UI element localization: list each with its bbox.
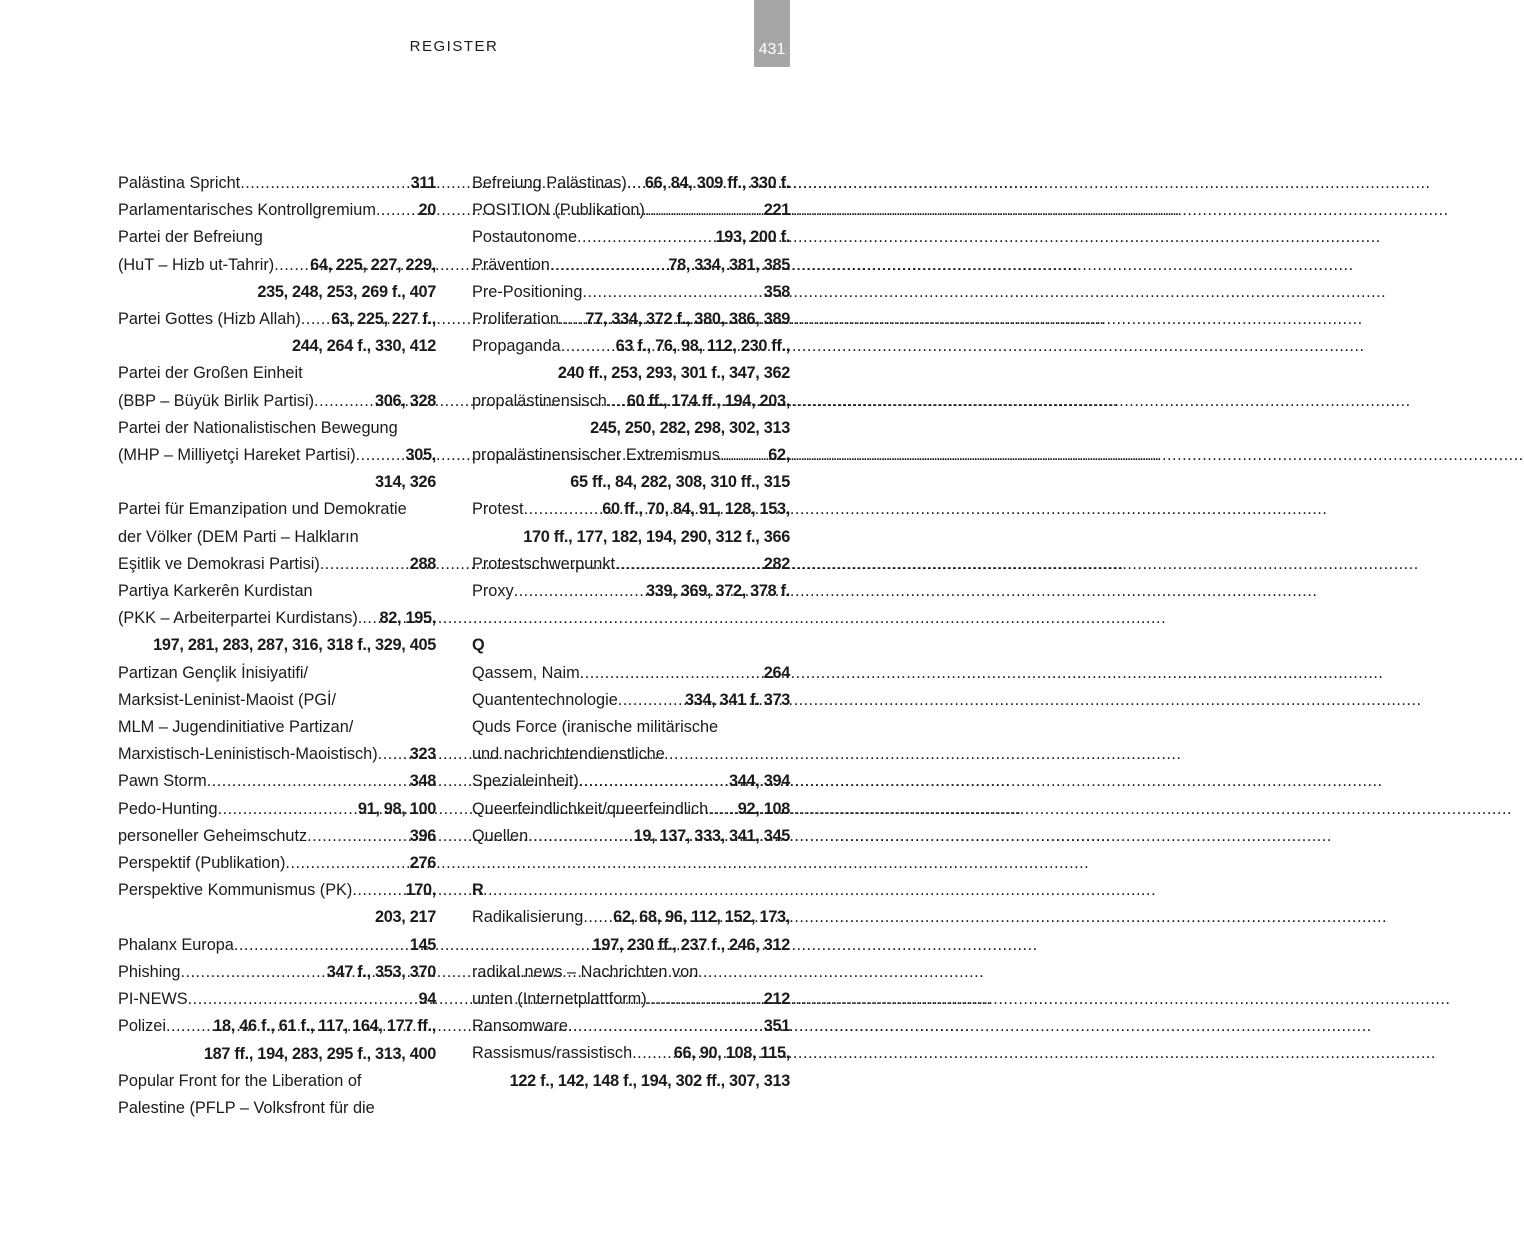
- index-entry: [118, 578, 436, 660]
- dot-leader: [274, 252, 310, 279]
- entry-main-line: [472, 197, 790, 224]
- entry-main-line: [472, 823, 790, 850]
- entry-main-line: [118, 768, 436, 795]
- page-references: 282: [763, 554, 790, 573]
- page-references: 344, 394: [729, 772, 790, 791]
- entry-term: Rassismus/rassistisch: [472, 1044, 633, 1063]
- entry-term: Quantentechnologie: [472, 690, 618, 709]
- entry-main-line: [118, 823, 436, 850]
- index-entry: [118, 768, 436, 795]
- entry-main-line: [118, 986, 436, 1013]
- entry-main-line: [118, 1013, 436, 1040]
- entry-main-line: [118, 932, 436, 959]
- page-references: 347 f., 353, 370: [326, 962, 436, 981]
- dot-leader: [376, 197, 419, 224]
- page-references: 170,: [405, 881, 436, 900]
- page-references: 62,: [768, 446, 790, 465]
- index-column-right: [472, 170, 790, 1095]
- entry-term: Palästina Spricht: [118, 174, 241, 192]
- index-entry: [118, 1013, 436, 1067]
- section-letter: R: [472, 881, 484, 900]
- page-references: 358: [763, 282, 790, 301]
- dot-leader: [580, 660, 764, 687]
- dot-leader: [180, 959, 326, 986]
- dot-leader: [579, 768, 729, 795]
- index-entry: [118, 823, 436, 850]
- entry-term: propalästinensisch: [472, 391, 607, 410]
- page-references-continued: 245, 250, 282, 298, 302, 313: [590, 418, 790, 437]
- entry-main-line: [472, 578, 790, 605]
- dot-leader: [240, 170, 410, 197]
- page-references: 77, 334, 372 f., 380, 386, 389: [585, 310, 790, 329]
- page-references: 63, 225, 227 f.,: [331, 310, 436, 329]
- entry-term: Quellen: [472, 826, 529, 845]
- index-entry: [472, 170, 790, 197]
- page-references-continued: 240 ff., 253, 293, 301 f., 347, 362: [557, 364, 790, 383]
- page-references: 19, 137, 333, 341, 345: [633, 826, 790, 845]
- page-references-continued: 197, 281, 283, 287, 316, 318 f., 329, 405: [153, 636, 436, 655]
- page-references: 348: [409, 772, 436, 791]
- entry-term: Phalanx Europa: [118, 935, 234, 954]
- dot-leader: [188, 986, 419, 1013]
- index-entry: [472, 197, 790, 224]
- dot-leader: [352, 877, 405, 904]
- dot-leader: [615, 551, 764, 578]
- index-entry: [472, 904, 790, 958]
- page-references-continued: 65 ff., 84, 282, 308, 310 ff., 315: [570, 473, 790, 492]
- page-references: 62, 68, 96, 112, 152, 173,: [613, 908, 790, 927]
- dot-leader: [645, 197, 764, 224]
- section-letter: Q: [472, 636, 485, 655]
- index-entry: [472, 306, 790, 333]
- entry-term: Prävention: [472, 255, 550, 274]
- entry-main-line: [118, 442, 436, 469]
- dot-leader: [618, 687, 685, 714]
- entry-term: Pedo-Hunting: [118, 799, 218, 818]
- page-references: 264: [763, 663, 790, 682]
- entry-term-line: Partei der Großen Einheit: [118, 364, 303, 383]
- dot-leader: [356, 442, 406, 469]
- entry-term: Queerfeindlichkeit/queerfeindlich: [472, 799, 709, 818]
- page-references-continued: 203, 217: [375, 908, 436, 927]
- index-entry: [118, 796, 436, 823]
- page-references: 334, 341 f. 373: [684, 690, 790, 709]
- index-entry: [472, 1040, 790, 1094]
- entry-main-line: [472, 551, 790, 578]
- index-entry: [472, 959, 790, 1013]
- entry-term-line: Partei der Nationalistischen Bewegung: [118, 418, 398, 437]
- index-entry: [118, 1068, 436, 1122]
- index-entry: [472, 660, 790, 687]
- index-entry: [472, 551, 790, 578]
- entry-main-line: [472, 1013, 790, 1040]
- entry-term: Polizei: [118, 1017, 166, 1036]
- index-entry: [118, 877, 436, 931]
- index-entry: [472, 496, 790, 550]
- entry-main-line: [472, 1040, 790, 1067]
- index-entry: [472, 714, 790, 796]
- entry-term: unten (Internetplattform): [472, 990, 647, 1009]
- dot-leader: [583, 904, 613, 931]
- index-entry: [118, 660, 436, 769]
- index-entry: [472, 224, 790, 251]
- index-entry: [118, 496, 436, 578]
- index-entry: [472, 687, 790, 714]
- entry-term: personeller Geheimschutz: [118, 826, 308, 845]
- dot-leader: [607, 388, 627, 415]
- entry-term: Propaganda: [472, 337, 561, 356]
- entry-term-line: Marksist-Leninist-Maoist (PGİ/: [118, 690, 337, 709]
- dot-leader: [166, 1013, 213, 1040]
- dot-leader: [582, 279, 763, 306]
- index-entry: [118, 360, 436, 414]
- dot-leader: [307, 823, 410, 850]
- entry-term: Qassem, Naim: [472, 663, 580, 682]
- page-references: 193, 200 f.: [715, 228, 790, 247]
- index-entry: [472, 823, 790, 850]
- dot-leader: [647, 986, 764, 1013]
- page-references: 145: [409, 935, 436, 954]
- entry-term: Proxy: [472, 582, 514, 601]
- entry-main-line: [118, 388, 436, 415]
- entry-main-line: [118, 850, 436, 877]
- page-references-continued: 170 ff., 177, 182, 194, 290, 312 f., 366: [523, 527, 790, 546]
- dot-leader: [577, 224, 715, 251]
- entry-term: (MHP – Milliyetçi Hareket Partisi): [118, 446, 356, 465]
- dot-leader: [550, 252, 669, 279]
- entry-main-line: [472, 388, 790, 415]
- page-number-tab: [754, 0, 790, 67]
- entry-term: Perspektif (Publikation): [118, 854, 286, 873]
- index-entry: [472, 388, 790, 442]
- page-references: 311: [410, 174, 436, 192]
- page-references-continued: 244, 264 f., 330, 412: [292, 337, 436, 356]
- index-entry: [472, 333, 790, 387]
- entry-main-line: [118, 306, 436, 333]
- entry-term: (PKK – Arbeiterpartei Kurdistans).: [118, 609, 363, 628]
- index-entry: [472, 252, 790, 279]
- entry-main-line: [118, 959, 436, 986]
- dot-leader: [632, 1040, 674, 1067]
- page-references-continued: 122 f., 142, 148 f., 194, 302 ff., 307, 313: [509, 1071, 790, 1090]
- page-references: 60 ff., 174 ff., 194, 203,: [626, 391, 790, 410]
- dot-leader: [362, 605, 379, 632]
- page-references: 63 f., 76, 98, 112, 230 ff.,: [615, 337, 790, 356]
- page-references: 20: [418, 201, 436, 220]
- page-references: 66, 90, 108, 115,: [673, 1044, 790, 1063]
- page-references: 64, 225, 227, 229,: [310, 255, 436, 274]
- index-column-left: [118, 170, 436, 1122]
- entry-main-line: [118, 170, 436, 197]
- index-entry: [118, 986, 436, 1013]
- dot-leader: [720, 442, 768, 469]
- page-references: 305,: [405, 446, 436, 465]
- dot-leader: [378, 741, 410, 768]
- entry-main-line: [472, 442, 790, 469]
- entry-main-line: [472, 660, 790, 687]
- entry-main-line: [472, 333, 790, 360]
- entry-term: Ransomware: [472, 1017, 568, 1036]
- dot-leader: [320, 551, 410, 578]
- page-references-continued: 187 ff., 194, 283, 295 f., 313, 400: [203, 1044, 436, 1063]
- page-references-continued: 314, 326: [375, 473, 436, 492]
- entry-term: Protest: [472, 500, 524, 519]
- entry-main-line: [472, 306, 790, 333]
- entry-term: Protestschwerpunkt: [472, 554, 615, 573]
- page-references: 91, 98, 100: [357, 799, 436, 818]
- page-references: 323: [409, 745, 436, 764]
- dot-leader: [514, 578, 646, 605]
- entry-main-line: [472, 170, 790, 197]
- page-references: 306, 328: [375, 391, 436, 410]
- index-entry: [472, 442, 790, 496]
- page-references-continued: 235, 248, 253, 269 f., 407: [257, 282, 436, 301]
- dot-leader: [207, 768, 410, 795]
- page-references: 60 ff., 70, 84, 91, 128, 153,: [602, 500, 790, 519]
- entry-main-line: [472, 496, 790, 523]
- entry-term: PI-NEWS: [118, 990, 188, 1009]
- entry-term: Befreiung Palästinas): [472, 174, 627, 192]
- page-references: 351: [763, 1017, 790, 1036]
- page-references: 94: [418, 990, 436, 1009]
- entry-main-line: [472, 279, 790, 306]
- entry-term-line: MLM – Jugendinitiative Partizan/: [118, 718, 354, 737]
- entry-main-line: [118, 741, 436, 768]
- dot-leader: [561, 333, 616, 360]
- entry-main-line: [118, 796, 436, 823]
- entry-term: Perspektive Kommunismus (PK): [118, 881, 353, 900]
- entry-term: propalästinensischer Extremismus: [472, 446, 720, 465]
- index-entry: [118, 224, 436, 306]
- entry-main-line: [472, 224, 790, 251]
- entry-term: Radikalisierung: [472, 908, 584, 927]
- dot-leader: [524, 496, 603, 523]
- entry-term-line: Quds Force (iranische militärische: [472, 718, 719, 737]
- entry-term-line: Partei der Befreiung: [118, 228, 263, 247]
- dot-leader: [708, 796, 738, 823]
- entry-main-line: [472, 768, 790, 795]
- index-entry: [118, 306, 436, 360]
- dot-leader: [218, 796, 358, 823]
- page-references: 339, 369, 372, 378 f.: [646, 582, 790, 601]
- entry-term: Pre-Positioning: [472, 282, 583, 301]
- page-references: 276: [409, 854, 436, 873]
- page-references: 288: [409, 554, 436, 573]
- dot-leader: [528, 823, 634, 850]
- dot-leader: [234, 932, 410, 959]
- page-references: 66, 84, 309 ff., 330 f.: [644, 174, 790, 192]
- entry-term: (BBP – Büyük Birlik Partisi): [118, 391, 315, 410]
- entry-term: Eşitlik ve Demokrasi Partisi): [118, 554, 320, 573]
- entry-main-line: [472, 904, 790, 931]
- entry-term-line: und nachrichtendienstliche: [472, 745, 665, 764]
- dot-leader: [627, 170, 645, 197]
- page-header-title: REGISTER: [409, 38, 499, 55]
- entry-main-line: [118, 551, 436, 578]
- dot-leader: [314, 388, 375, 415]
- index-entry: [118, 197, 436, 224]
- entry-term-line: Partei für Emanzipation und Demokratie: [118, 500, 407, 519]
- index-entry: [472, 1013, 790, 1040]
- entry-term: Partei Gottes (Hizb Allah): [118, 310, 301, 329]
- index-entry: [118, 932, 436, 959]
- page-number: 431: [758, 41, 786, 58]
- dot-leader: [285, 850, 409, 877]
- entry-main-line: [472, 687, 790, 714]
- index-entry: [118, 415, 436, 497]
- page-references-continued: 197, 230 ff., 237 f., 246, 312: [592, 935, 790, 954]
- entry-term: Spezialeinheit): [472, 772, 579, 791]
- entry-term: Postautonome: [472, 228, 577, 247]
- entry-main-line: [118, 605, 436, 632]
- index-entry: [118, 850, 436, 877]
- entry-term: Proliferation: [472, 310, 559, 329]
- index-entry: [118, 959, 436, 986]
- entry-term: Marxistisch-Leninistisch-Maoistisch): [118, 745, 378, 764]
- entry-term: (HuT – Hizb ut-Tahrir): [118, 255, 275, 274]
- page-references: 78, 334, 381, 385: [668, 255, 790, 274]
- entry-main-line: [472, 252, 790, 279]
- entry-term-line: Partiya Karkerên Kurdistan: [118, 582, 313, 601]
- entry-term: Pawn Storm: [118, 772, 207, 791]
- entry-term-line: Popular Front for the Liberation of: [118, 1071, 362, 1090]
- page-references: 82, 195,: [379, 609, 436, 628]
- dot-leader: [559, 306, 585, 333]
- index-entry: [472, 279, 790, 306]
- entry-term-line: Partizan Gençlik İnisiyatifi/: [118, 663, 309, 682]
- entry-main-line: [472, 986, 790, 1013]
- entry-main-line: [118, 197, 436, 224]
- dot-leader: [301, 306, 331, 333]
- entry-term: Parlamentarisches Kontrollgremium: [118, 201, 376, 220]
- page-references: 396: [409, 826, 436, 845]
- page-references: 221: [763, 201, 790, 220]
- index-entry: [472, 578, 790, 605]
- entry-term-line: radikal.news – Nachrichten von: [472, 962, 699, 981]
- entry-term: POSITION (Publikation): [472, 201, 645, 220]
- entry-main-line: [118, 877, 436, 904]
- page-references: 92, 108: [737, 799, 790, 818]
- entry-term-line: Palestine (PFLP – Volksfront für die: [118, 1098, 375, 1117]
- entry-main-line: [118, 252, 436, 279]
- entry-term-line: der Völker (DEM Parti – Halkların: [118, 527, 359, 546]
- dot-leader: [568, 1013, 764, 1040]
- page-references: 212: [763, 990, 790, 1009]
- page-references: 18, 46 f., 61 f., 117, 164, 177 ff.,: [213, 1017, 436, 1036]
- index-entry: [472, 796, 790, 823]
- entry-term: Phishing: [118, 962, 181, 981]
- entry-main-line: [472, 796, 790, 823]
- index-entry: [118, 170, 436, 197]
